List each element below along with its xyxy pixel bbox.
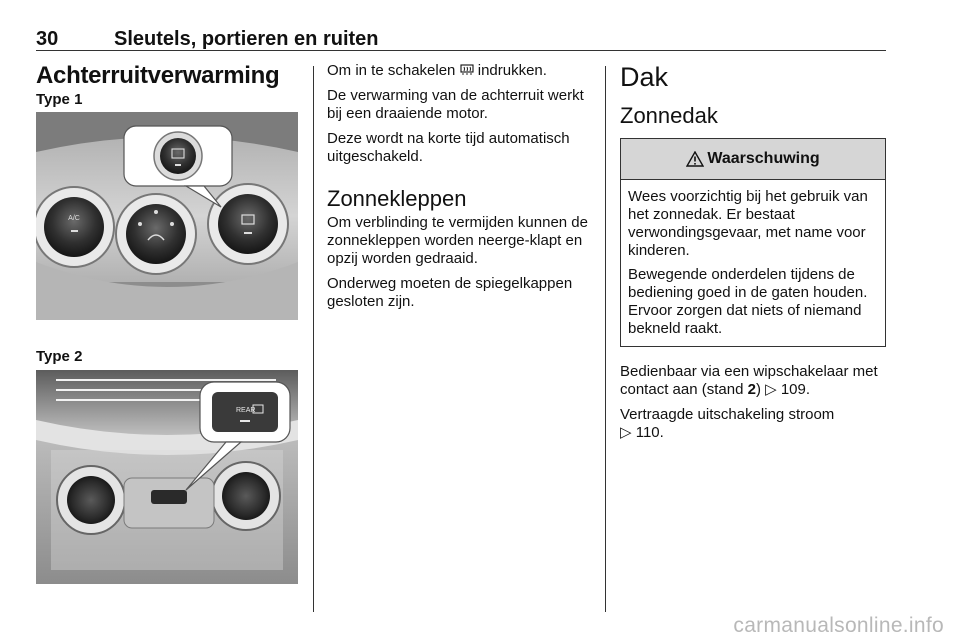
ac-knob (36, 187, 114, 267)
type2-label: Type 2 (36, 348, 83, 365)
type2-photo (36, 370, 298, 584)
page-reference[interactable]: 110 (635, 424, 660, 441)
warning-body (621, 180, 885, 346)
paragraph-rocker-switch: Bedienbaar via een wipschakelaar met contact aan (stand 2) ▷ 109. (620, 363, 878, 398)
paragraph-auto-off: Deze wordt na korte tijd automatisch uitgeschakeld. (327, 130, 570, 165)
ac-knob-label: A/C (68, 215, 80, 222)
paragraph-switch-on: Om in te schakelen indrukken. (327, 62, 547, 79)
warning-paragraph-1: Wees voorzichtig bij het gebruik van het zonnedak. Er bestaat verwondingsgevaar, met name voor kinderen. (628, 188, 868, 259)
page-header (36, 26, 886, 51)
paragraph-engine: De verwarming van de achterruit werkt bij een draaiende motor. (327, 87, 584, 122)
page-number: 30 (36, 28, 59, 50)
column-divider (313, 66, 314, 612)
type1-photo (36, 112, 298, 320)
warning-title: Waarschuwing (707, 150, 820, 167)
warning-header (621, 139, 885, 180)
subsection-heading-sunroof: Zonnedak (620, 103, 718, 128)
column-divider (605, 66, 606, 612)
callout-knob (154, 132, 202, 180)
rear-defrost-icon (460, 63, 474, 75)
fan-knob (116, 194, 196, 274)
section-heading-sun-visors: Zonnekleppen (327, 186, 467, 211)
chapter-title: Sleutels, portieren en ruiten (114, 28, 379, 50)
watermark: carmanualsonline.info (733, 614, 944, 637)
type2-button-label: REAR (236, 407, 256, 414)
column-3 (620, 62, 886, 449)
airflow-knob (208, 184, 288, 264)
section-heading-rear-window-heating: Achterruitverwarming (36, 62, 280, 89)
warning-box (620, 138, 886, 347)
page-ref-arrow-icon: ▷ (620, 424, 632, 441)
paragraph-delayed-power: Vertraagde uitschakeling stroom ▷ 110. (620, 406, 835, 441)
type1-label: Type 1 (36, 91, 83, 108)
page-reference[interactable]: 109 (780, 381, 806, 398)
column-1 (36, 62, 298, 112)
page-ref-arrow-icon: ▷ (765, 381, 777, 398)
paragraph-sun-visors: Om verblinding te vermijden kunnen de zonnekleppen worden neerge-klapt en opzij worden gedraaid. (327, 214, 588, 267)
warning-paragraph-2: Bewegende onderdelen tijdens de bediening goed in de gaten houden. Ervoor zorgen dat niets of niemand bekneld raakt. (628, 266, 868, 337)
warning-triangle-icon (686, 151, 704, 167)
paragraph-mirror-covers: Onderweg moeten de spiegelkappen gesloten zijn. (327, 275, 573, 310)
column-2 (327, 62, 589, 318)
section-heading-roof: Dak (620, 62, 669, 92)
